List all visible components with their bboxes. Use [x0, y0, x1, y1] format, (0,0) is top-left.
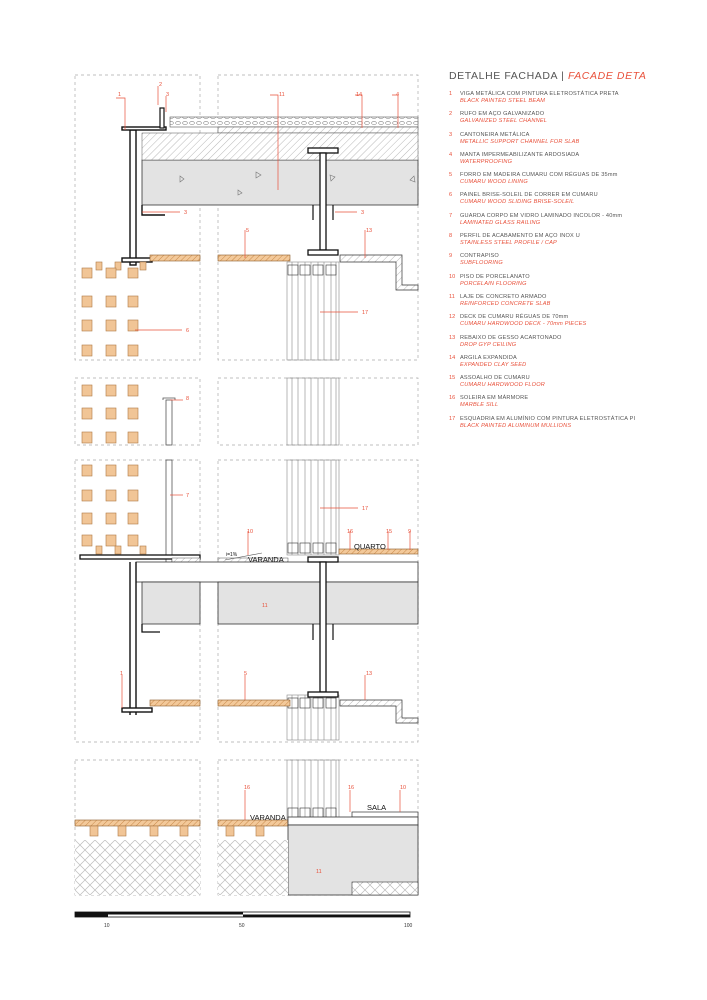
callout-1: 1 — [120, 671, 124, 677]
legend-item — [449, 274, 707, 294]
legend-item-label-en: CUMARU HARDWOOD DECK - 70mm PIECES — [460, 321, 587, 328]
legend-item-label-pt: PERFIL DE ACABAMENTO EM AÇO INOX U — [460, 233, 580, 240]
legend-item-label-pt: LAJE DE CONCRETO ARMADO — [460, 293, 547, 300]
legend-item-label-pt: FORRO EM MADEIRA CUMARU COM RÉGUAS DE 35mm — [460, 172, 618, 179]
legend-item-label-pt: PAINEL BRISE-SOLEIL DE CORRER EM CUMARU — [460, 192, 598, 199]
callout-7: 7 — [186, 493, 190, 499]
slope-label: i=1% — [226, 552, 238, 558]
callout-17: 17 — [362, 310, 369, 316]
callout-16: 16 — [347, 529, 354, 535]
brise-soleil-middle — [82, 385, 146, 554]
callout-3: 3 — [184, 210, 188, 216]
legend-item-label-en: GALVANIZED STEEL CHANNEL — [460, 118, 548, 125]
legend-title — [449, 70, 707, 82]
glass-railing — [163, 398, 175, 578]
legend-item-label-en: DROP GYP CEILING — [460, 341, 517, 348]
legend-item-label-en: CUMARU WOOD LINING — [460, 179, 528, 186]
roof-detail — [122, 108, 418, 290]
callout-10: 10 — [400, 785, 407, 791]
legend-item-label-pt: PISO DE PORCELANATO — [460, 273, 530, 280]
callout-16: 16 — [348, 785, 355, 791]
callout-4: 4 — [396, 92, 400, 98]
legend-item-number: 3 — [449, 131, 453, 138]
callout-3: 3 — [166, 92, 170, 98]
callout-17: 17 — [362, 506, 369, 512]
legend-item-label-en: EXPANDED CLAY SEED — [460, 361, 527, 368]
legend-panel — [449, 70, 707, 436]
callout-5: 5 — [244, 671, 248, 677]
legend-item-number: 10 — [449, 273, 456, 280]
brise-soleil-top — [82, 262, 146, 356]
callout-13: 13 — [366, 228, 373, 234]
legend-item-number: 15 — [449, 375, 456, 382]
legend-item-number: 4 — [449, 151, 453, 158]
legend-item-label-pt: REBAIXO DE GESSO ACARTONADO — [460, 334, 562, 341]
legend-item-label-pt: CONTRAPISO — [460, 253, 499, 260]
legend-item-label-pt: VIGA METÁLICA COM PINTURA ELETROSTÁTICA PRETA — [460, 91, 619, 97]
callout-2: 2 — [159, 82, 163, 88]
floor-middle — [80, 549, 418, 723]
room-varanda: VARANDA — [248, 555, 284, 564]
legend-item-label-en: BLACK PAINTED ALUMINUM MULLIONS — [460, 422, 572, 429]
callout-11: 11 — [279, 92, 285, 98]
callout-11: 11 — [262, 603, 268, 609]
legend-item-label-en: METALLIC SUPPORT CHANNEL FOR SLAB — [460, 138, 580, 145]
legend-item-number: 14 — [449, 354, 456, 361]
legend-item-number: 11 — [449, 293, 455, 300]
legend-item-label-en: SUBFLOORING — [460, 260, 503, 267]
legend-item — [449, 192, 707, 212]
legend-item-label-en: STAINLESS STEEL PROFILE / CAP — [460, 240, 557, 247]
callout-16: 16 — [244, 785, 251, 791]
callout-9: 9 — [408, 529, 412, 535]
legend-item-label-pt: ASSOALHO DE CUMARU — [460, 375, 530, 382]
legend-item-label-en: REINFORCED CONCRETE SLAB — [460, 300, 551, 307]
legend-item — [449, 172, 707, 192]
legend-item — [449, 152, 707, 172]
legend-item-label-en: CUMARU WOOD SLIDING BRISE-SOLEIL — [460, 199, 575, 206]
scale-label-10: 10 — [104, 923, 110, 929]
floor-ground — [75, 812, 418, 895]
legend-item-label-en: WATERPROOFING — [460, 158, 513, 165]
scale-bar — [75, 912, 413, 929]
callout-14: 14 — [356, 92, 363, 98]
legend-item-number: 5 — [449, 172, 453, 179]
legend-item-label-en: PORCELAIN FLOORING — [460, 280, 527, 287]
legend-item-label-pt: CANTONEIRA METÁLICA — [460, 131, 530, 138]
callout-13: 13 — [366, 671, 373, 677]
legend-item — [449, 233, 707, 253]
legend-item-number: 2 — [449, 111, 453, 118]
legend-list — [449, 91, 707, 436]
legend-title-pt: DETALHE FACHADA | — [449, 70, 568, 82]
window-mullions — [287, 262, 339, 820]
legend-item-label-pt: GUARDA CORPO EM VIDRO LAMINADO INCOLOR - 40mm — [460, 212, 623, 219]
legend-item — [449, 91, 707, 111]
callout-6: 6 — [186, 328, 190, 334]
legend-item-number: 1 — [449, 91, 453, 97]
legend-item-number: 6 — [449, 192, 453, 199]
legend-item-label-pt: RUFO EM AÇO GALVANIZADO — [460, 111, 545, 118]
legend-item — [449, 132, 707, 152]
room-varanda: VARANDA — [250, 813, 286, 822]
legend-item — [449, 294, 707, 314]
room-quarto: QUARTO — [354, 542, 386, 551]
callout-15: 15 — [386, 529, 393, 535]
legend-item-label-pt: ESQUADRIA EM ALUMÍNIO COM PINTURA ELETROSTÁTICA PI — [460, 415, 636, 422]
legend-item-number: 9 — [449, 253, 453, 260]
legend-item-label-en: CUMARU HARDWOOD FLOOR — [460, 382, 545, 389]
callout-1: 1 — [118, 92, 122, 98]
scale-label-50: 50 — [239, 923, 245, 929]
callout-3: 3 — [361, 210, 365, 216]
legend-item-label-pt: MANTA IMPERMEABILIZANTE ARDOSIADA — [460, 151, 580, 158]
legend-item-number: 17 — [449, 415, 456, 422]
legend-item-number: 7 — [449, 212, 453, 219]
legend-item-label-pt: SOLEIRA EM MÁRMORE — [460, 395, 529, 402]
legend-item-label-pt: DECK DE CUMARU RÉGUAS DE 70mm — [460, 314, 569, 321]
legend-item-number: 16 — [449, 395, 456, 402]
legend-item-number: 12 — [449, 314, 456, 321]
scale-label-100: 100 — [404, 923, 413, 929]
legend-item — [449, 253, 707, 273]
callout-10: 10 — [247, 529, 254, 535]
callout-8: 8 — [186, 396, 190, 402]
legend-item — [449, 395, 707, 415]
legend-item-label-en: BLACK PAINTED STEEL BEAM — [460, 98, 546, 104]
callout-5: 5 — [246, 228, 250, 234]
legend-item — [449, 111, 707, 131]
legend-item-label-en: LAMINATED GLASS RAILING — [460, 219, 541, 226]
legend-title-en: FACADE DETA — [567, 70, 647, 82]
legend-item — [449, 416, 707, 436]
legend-item — [449, 375, 707, 395]
callout-11: 11 — [316, 869, 322, 875]
legend-item — [449, 213, 707, 233]
legend-item-label-pt: ARGILA EXPANDIDA — [460, 354, 517, 361]
legend-item-number: 8 — [449, 233, 453, 240]
legend-item — [449, 355, 707, 375]
legend-item — [449, 335, 707, 355]
legend-item-label-en: MARBLE SILL — [460, 402, 499, 409]
room-sala: SALA — [367, 803, 387, 812]
legend-item-number: 13 — [449, 334, 456, 341]
legend-item — [449, 314, 707, 334]
